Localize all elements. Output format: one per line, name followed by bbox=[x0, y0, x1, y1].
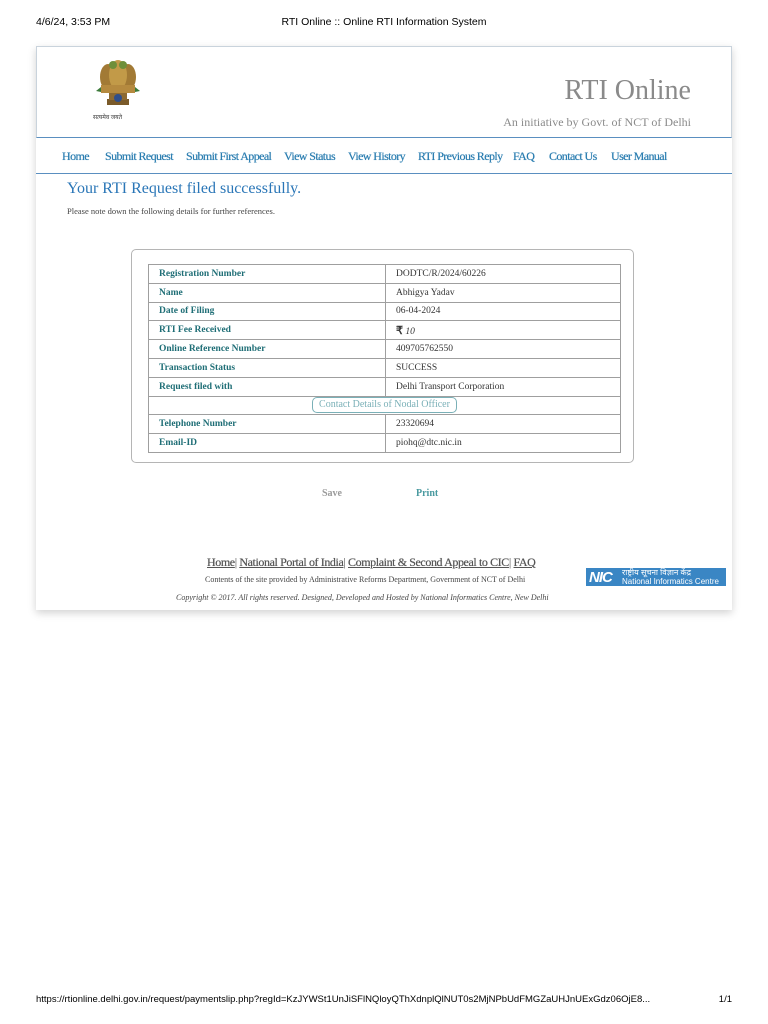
footer-links bbox=[207, 555, 535, 570]
table-row bbox=[149, 358, 621, 377]
site-title: RTI Online bbox=[564, 75, 691, 106]
details-box bbox=[131, 249, 634, 463]
nav-user-manual[interactable]: User Manual bbox=[611, 149, 667, 163]
emblem-caption: सत्यमेव जयते bbox=[93, 115, 123, 121]
telephone-value: 23320694 bbox=[386, 415, 621, 434]
table-row bbox=[149, 415, 621, 434]
nav-submit-first-appeal[interactable]: Submit First Appeal bbox=[186, 149, 272, 163]
telephone-label: Telephone Number bbox=[149, 415, 386, 434]
nav-submit-request[interactable]: Submit Request bbox=[105, 149, 173, 163]
success-heading: Your RTI Request filed successfully. bbox=[67, 180, 302, 197]
print-header bbox=[36, 16, 732, 30]
online-reference-value: 409705762550 bbox=[386, 340, 621, 359]
table-row bbox=[149, 321, 621, 340]
request-filed-with-value: Delhi Transport Corporation bbox=[386, 377, 621, 396]
date-of-filing-value: 06-04-2024 bbox=[386, 302, 621, 321]
main-nav bbox=[36, 138, 732, 174]
rupee-symbol: ₹ bbox=[396, 324, 403, 337]
nodal-cell bbox=[149, 396, 621, 415]
footer-link-faq[interactable]: FAQ bbox=[513, 555, 536, 569]
print-button[interactable]: Print bbox=[416, 488, 439, 499]
name-value: Abhigya Yadav bbox=[386, 283, 621, 302]
transaction-status-value: SUCCESS bbox=[386, 358, 621, 377]
table-row bbox=[149, 434, 621, 453]
site-header bbox=[36, 46, 732, 138]
table-row bbox=[149, 302, 621, 321]
email-label: Email-ID bbox=[149, 434, 386, 453]
print-page-number: 1/1 bbox=[718, 994, 732, 1005]
details-table bbox=[148, 264, 621, 453]
footer-link-home[interactable]: Home bbox=[207, 555, 235, 569]
request-filed-with-label: Request filed with bbox=[149, 377, 386, 396]
national-emblem-icon bbox=[91, 53, 143, 125]
table-row bbox=[149, 340, 621, 359]
footer-separator: | bbox=[234, 555, 237, 569]
email-value: piohq@dtc.nic.in bbox=[386, 434, 621, 453]
site-subtitle: An initiative by Govt. of NCT of Delhi bbox=[503, 115, 691, 129]
page-container bbox=[36, 46, 732, 610]
table-row bbox=[149, 396, 621, 415]
table-row bbox=[149, 377, 621, 396]
footer-contents-note: Contents of the site provided by Administrative Reforms Department, Government of NCT of Delhi bbox=[205, 575, 526, 584]
registration-number-value: DODTC/R/2024/60226 bbox=[386, 265, 621, 284]
rti-fee-cell bbox=[386, 321, 621, 340]
date-of-filing-label: Date of Filing bbox=[149, 302, 386, 321]
nav-view-status[interactable]: View Status bbox=[284, 149, 336, 163]
footer-copyright: Copyright © 2017. All rights reserved. Designed, Developed and Hosted by National Informatics Centre, New Delhi bbox=[176, 593, 549, 602]
rti-fee-label: RTI Fee Received bbox=[149, 321, 386, 340]
table-row bbox=[149, 283, 621, 302]
print-url: https://rtionline.delhi.gov.in/request/paymentslip.php?regId=KzJYWSt1UnJiSFlNQloyQThXdnplQlNUT0s2MjNPbUdFMGZaUHJnUExGdz06OjE8... bbox=[36, 994, 651, 1005]
nic-hindi-name: राष्ट्रीय सूचना विज्ञान केंद्र bbox=[622, 568, 691, 577]
name-label: Name bbox=[149, 283, 386, 302]
nav-faq[interactable]: FAQ bbox=[513, 149, 535, 163]
nav-contact-us[interactable]: Contact Us bbox=[549, 149, 597, 163]
rti-fee-value: 10 bbox=[405, 326, 415, 337]
footer-link-complaint-appeal[interactable]: Complaint & Second Appeal to CIC bbox=[348, 555, 509, 569]
nav-home[interactable]: Home bbox=[62, 149, 89, 163]
print-datetime: 4/6/24, 3:53 PM bbox=[36, 16, 111, 28]
nic-logo[interactable] bbox=[586, 568, 726, 586]
reference-note: Please note down the following details for further references. bbox=[67, 206, 275, 216]
print-footer bbox=[36, 994, 732, 1008]
nav-rti-previous-reply[interactable]: RTI Previous Reply bbox=[418, 149, 503, 163]
nic-mark: NIC bbox=[589, 569, 612, 586]
print-page-title: RTI Online :: Online RTI Information System bbox=[281, 16, 487, 28]
footer-separator: | bbox=[343, 555, 346, 569]
registration-number-label: Registration Number bbox=[149, 265, 386, 284]
nic-english-name: National Informatics Centre bbox=[622, 577, 719, 586]
online-reference-label: Online Reference Number bbox=[149, 340, 386, 359]
nav-view-history[interactable]: View History bbox=[348, 149, 406, 163]
contact-nodal-officer-button[interactable]: Contact Details of Nodal Officer bbox=[312, 397, 457, 413]
footer-separator: | bbox=[508, 555, 511, 569]
transaction-status-label: Transaction Status bbox=[149, 358, 386, 377]
save-button[interactable]: Save bbox=[322, 488, 342, 499]
table-row bbox=[149, 265, 621, 284]
footer-link-national-portal[interactable]: National Portal of India bbox=[239, 555, 344, 569]
